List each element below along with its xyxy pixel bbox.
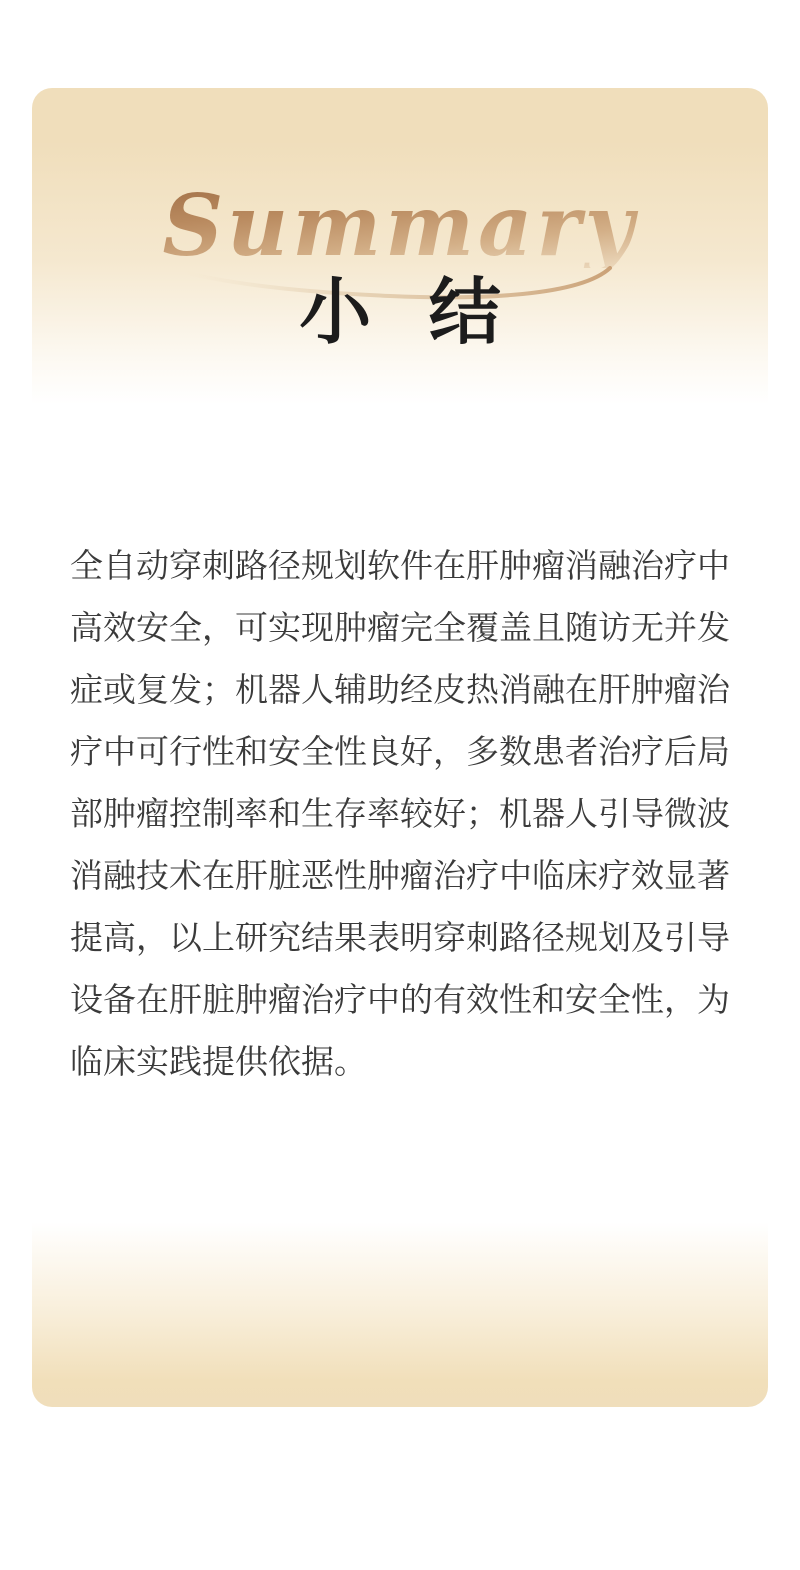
summary-card [32,88,768,1407]
summary-cn-title: 小结 [299,269,559,354]
cn-title-row [32,269,768,354]
summary-script-title: Summary [32,184,768,268]
summary-body-text: 全自动穿刺路径规划软件在肝肿瘤消融治疗中高效安全，可实现肿瘤完全覆盖且随访无并发症或复发；机器人辅助经皮热消融在肝肿瘤治疗中可行性和安全性良好，多数患者治疗后局部肿瘤控制率和生存率较好；机器人引导微波消融技术在肝脏恶性肿瘤治疗中临床疗效显著提高，以上研究结果表明穿刺路径规划及引导设备在肝脏肿瘤治疗中的有效性和安全性，为临床实践提供依据。 [70,547,730,1080]
